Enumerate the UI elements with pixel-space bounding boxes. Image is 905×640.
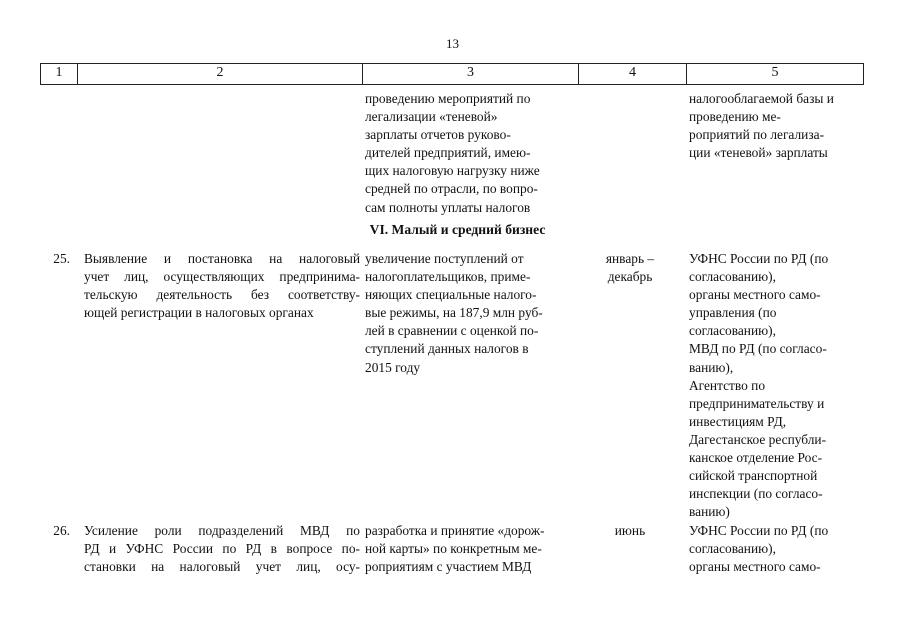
header-col-3: 3 <box>362 64 578 84</box>
text-line: вые режимы, на 187,9 млн руб- <box>365 305 543 321</box>
text-line: средней по отрасли, по вопро- <box>365 181 538 197</box>
table-header-row <box>40 63 864 85</box>
text-line: разработка и принятие «дорож- <box>365 523 545 538</box>
text-line: легализации «теневой» <box>365 109 498 125</box>
row-25-period <box>580 250 680 286</box>
text-line: январь – <box>605 251 655 266</box>
section-title: VI. Малый и средний бизнес <box>369 222 546 237</box>
text-line: 2015 году <box>365 359 421 375</box>
row-26-result <box>365 522 575 576</box>
continuation-col5 <box>689 90 864 162</box>
text-line: декабрь <box>607 269 653 285</box>
text-line: ющей регистрации в налоговых органах <box>84 305 314 321</box>
text-line: согласованию), <box>689 323 776 339</box>
text-line: июнь <box>614 523 646 538</box>
header-col-1: 1 <box>40 64 77 84</box>
row-26-period <box>580 522 680 540</box>
text-line: налогооблагаемой базы и <box>689 91 834 106</box>
text-line: ванию), <box>689 359 734 375</box>
text-line: УФНС России по РД (по <box>689 523 829 538</box>
text-line: проведению ме- <box>689 109 781 125</box>
text-line: Усиление роли подразделений МВД по <box>84 523 360 538</box>
text-line: управления (по <box>689 305 777 321</box>
page-number: 13 <box>446 36 459 51</box>
text-line: согласованию), <box>689 269 776 285</box>
text-line: Агентство по <box>689 377 766 393</box>
text-line: сийской транспортной <box>689 468 818 484</box>
text-line: тельскую деятельность без соответству- <box>84 287 360 303</box>
text-line: ванию) <box>689 504 730 520</box>
text-line: ции «теневой» зарплаты <box>689 145 828 161</box>
text-line: щих налоговую нагрузку ниже <box>365 163 540 179</box>
text-line: учет лиц, осуществляющих предпринима- <box>84 269 360 285</box>
text-line: МВД по РД (по согласо- <box>689 341 827 357</box>
text-line: Дагестанское республи- <box>689 431 827 447</box>
text-line: канское отделение Рос- <box>689 450 823 466</box>
text-line: роприятиям с участием МВД <box>365 559 532 575</box>
text-line: УФНС России по РД (по <box>689 251 829 266</box>
text-line: Выявление и постановка на налоговый <box>84 251 360 266</box>
row-25-measure <box>84 250 360 322</box>
row-25-responsible <box>689 250 864 521</box>
text-line: увеличение поступлений от <box>365 251 524 266</box>
row-26-responsible <box>689 522 864 576</box>
row-26-number: 26. <box>53 523 70 538</box>
text-line: дителей предприятий, имею- <box>365 145 531 161</box>
text-line: инвестициям РД, <box>689 413 787 429</box>
header-col-2: 2 <box>77 64 362 84</box>
text-line: лей в сравнении с оценкой по- <box>365 323 539 339</box>
text-line: РД и УФНС России по РД в вопросе по- <box>84 541 360 557</box>
row-26-measure <box>84 522 360 576</box>
text-line: налогоплательщиков, приме- <box>365 269 531 285</box>
row-25-result <box>365 250 575 377</box>
continuation-col3 <box>365 90 575 217</box>
text-line: сам полноты уплаты налогов <box>365 199 531 215</box>
text-line: ной карты» по конкретным ме- <box>365 541 542 557</box>
text-line: инспекции (по согласо- <box>689 486 823 502</box>
text-line: органы местного само- <box>689 559 821 575</box>
row-25-number: 25. <box>53 251 70 266</box>
header-col-5: 5 <box>686 64 864 84</box>
text-line: роприятий по легализа- <box>689 127 825 143</box>
text-line: органы местного само- <box>689 287 821 303</box>
text-line: ступлений данных налогов в <box>365 341 529 357</box>
text-line: зарплаты отчетов руково- <box>365 127 511 143</box>
header-col-4: 4 <box>578 64 686 84</box>
text-line: предпринимательству и <box>689 395 825 411</box>
text-line: проведению мероприятий по <box>365 91 531 106</box>
text-line: няющих специальные налого- <box>365 287 537 303</box>
text-line: согласованию), <box>689 541 776 557</box>
text-line: становки на налоговый учет лиц, осу- <box>84 559 360 575</box>
